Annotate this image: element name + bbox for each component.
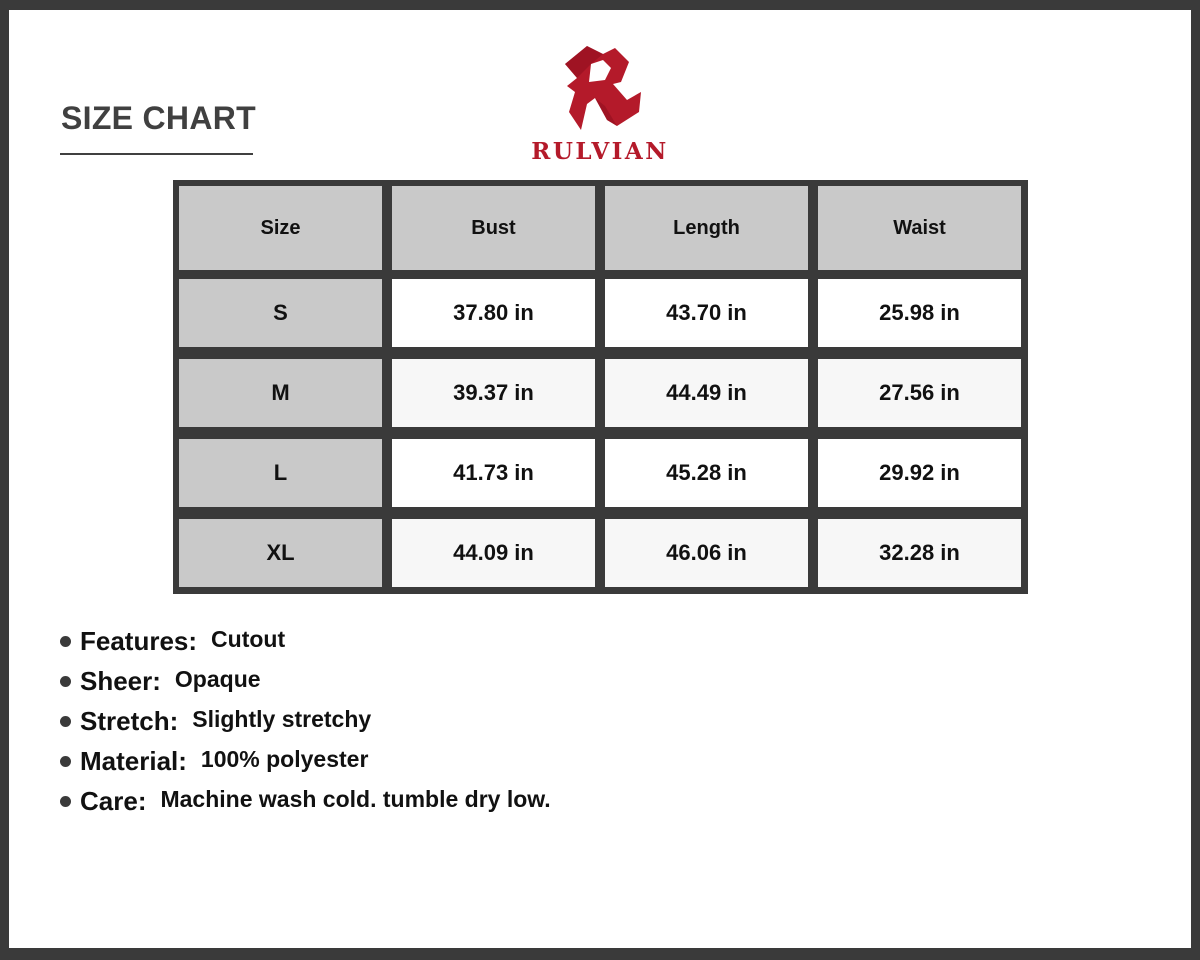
feature-value: Opaque [174,666,261,692]
column-header-length: Length [605,186,808,270]
size-label-cell: L [179,439,382,507]
feature-label: Features: [80,626,198,656]
length-value-cell: 46.06 in [605,519,808,587]
feature-item [60,706,551,746]
size-label-cell: M [179,359,382,427]
feature-item [60,746,551,786]
brand-name: RULVIAN [531,138,669,165]
size-table [173,180,1028,594]
page-title: SIZE CHART [61,100,256,136]
size-label-cell: S [179,279,382,347]
feature-list [60,626,551,826]
waist-value-cell: 29.92 in [818,439,1021,507]
length-value-cell: 43.70 in [605,279,808,347]
column-header-size: Size [179,186,382,270]
feature-value: Cutout [211,626,286,652]
bullet-icon [60,676,71,687]
waist-value-cell: 27.56 in [818,359,1021,427]
feature-value: Machine wash cold. tumble dry low. [160,786,551,812]
size-label-cell: XL [179,519,382,587]
title-underline [60,153,253,155]
feature-item [60,626,551,666]
bust-value-cell: 44.09 in [392,519,595,587]
bullet-icon [60,756,71,767]
feature-label: Sheer: [80,666,161,696]
bust-value-cell: 39.37 in [392,359,595,427]
feature-value: Slightly stretchy [192,706,372,732]
feature-label: Care: [80,786,147,816]
column-header-bust: Bust [392,186,595,270]
bust-value-cell: 37.80 in [392,279,595,347]
column-header-waist: Waist [818,186,1021,270]
brand-logo-icon [555,42,647,134]
waist-value-cell: 32.28 in [818,519,1021,587]
bust-value-cell: 41.73 in [392,439,595,507]
waist-value-cell: 25.98 in [818,279,1021,347]
length-value-cell: 44.49 in [605,359,808,427]
feature-item [60,666,551,706]
feature-label: Material: [80,746,187,776]
bullet-icon [60,716,71,727]
feature-item [60,786,551,826]
feature-value: 100% polyester [200,746,369,772]
bullet-icon [60,636,71,647]
length-value-cell: 45.28 in [605,439,808,507]
feature-label: Stretch: [80,706,179,736]
bullet-icon [60,796,71,807]
